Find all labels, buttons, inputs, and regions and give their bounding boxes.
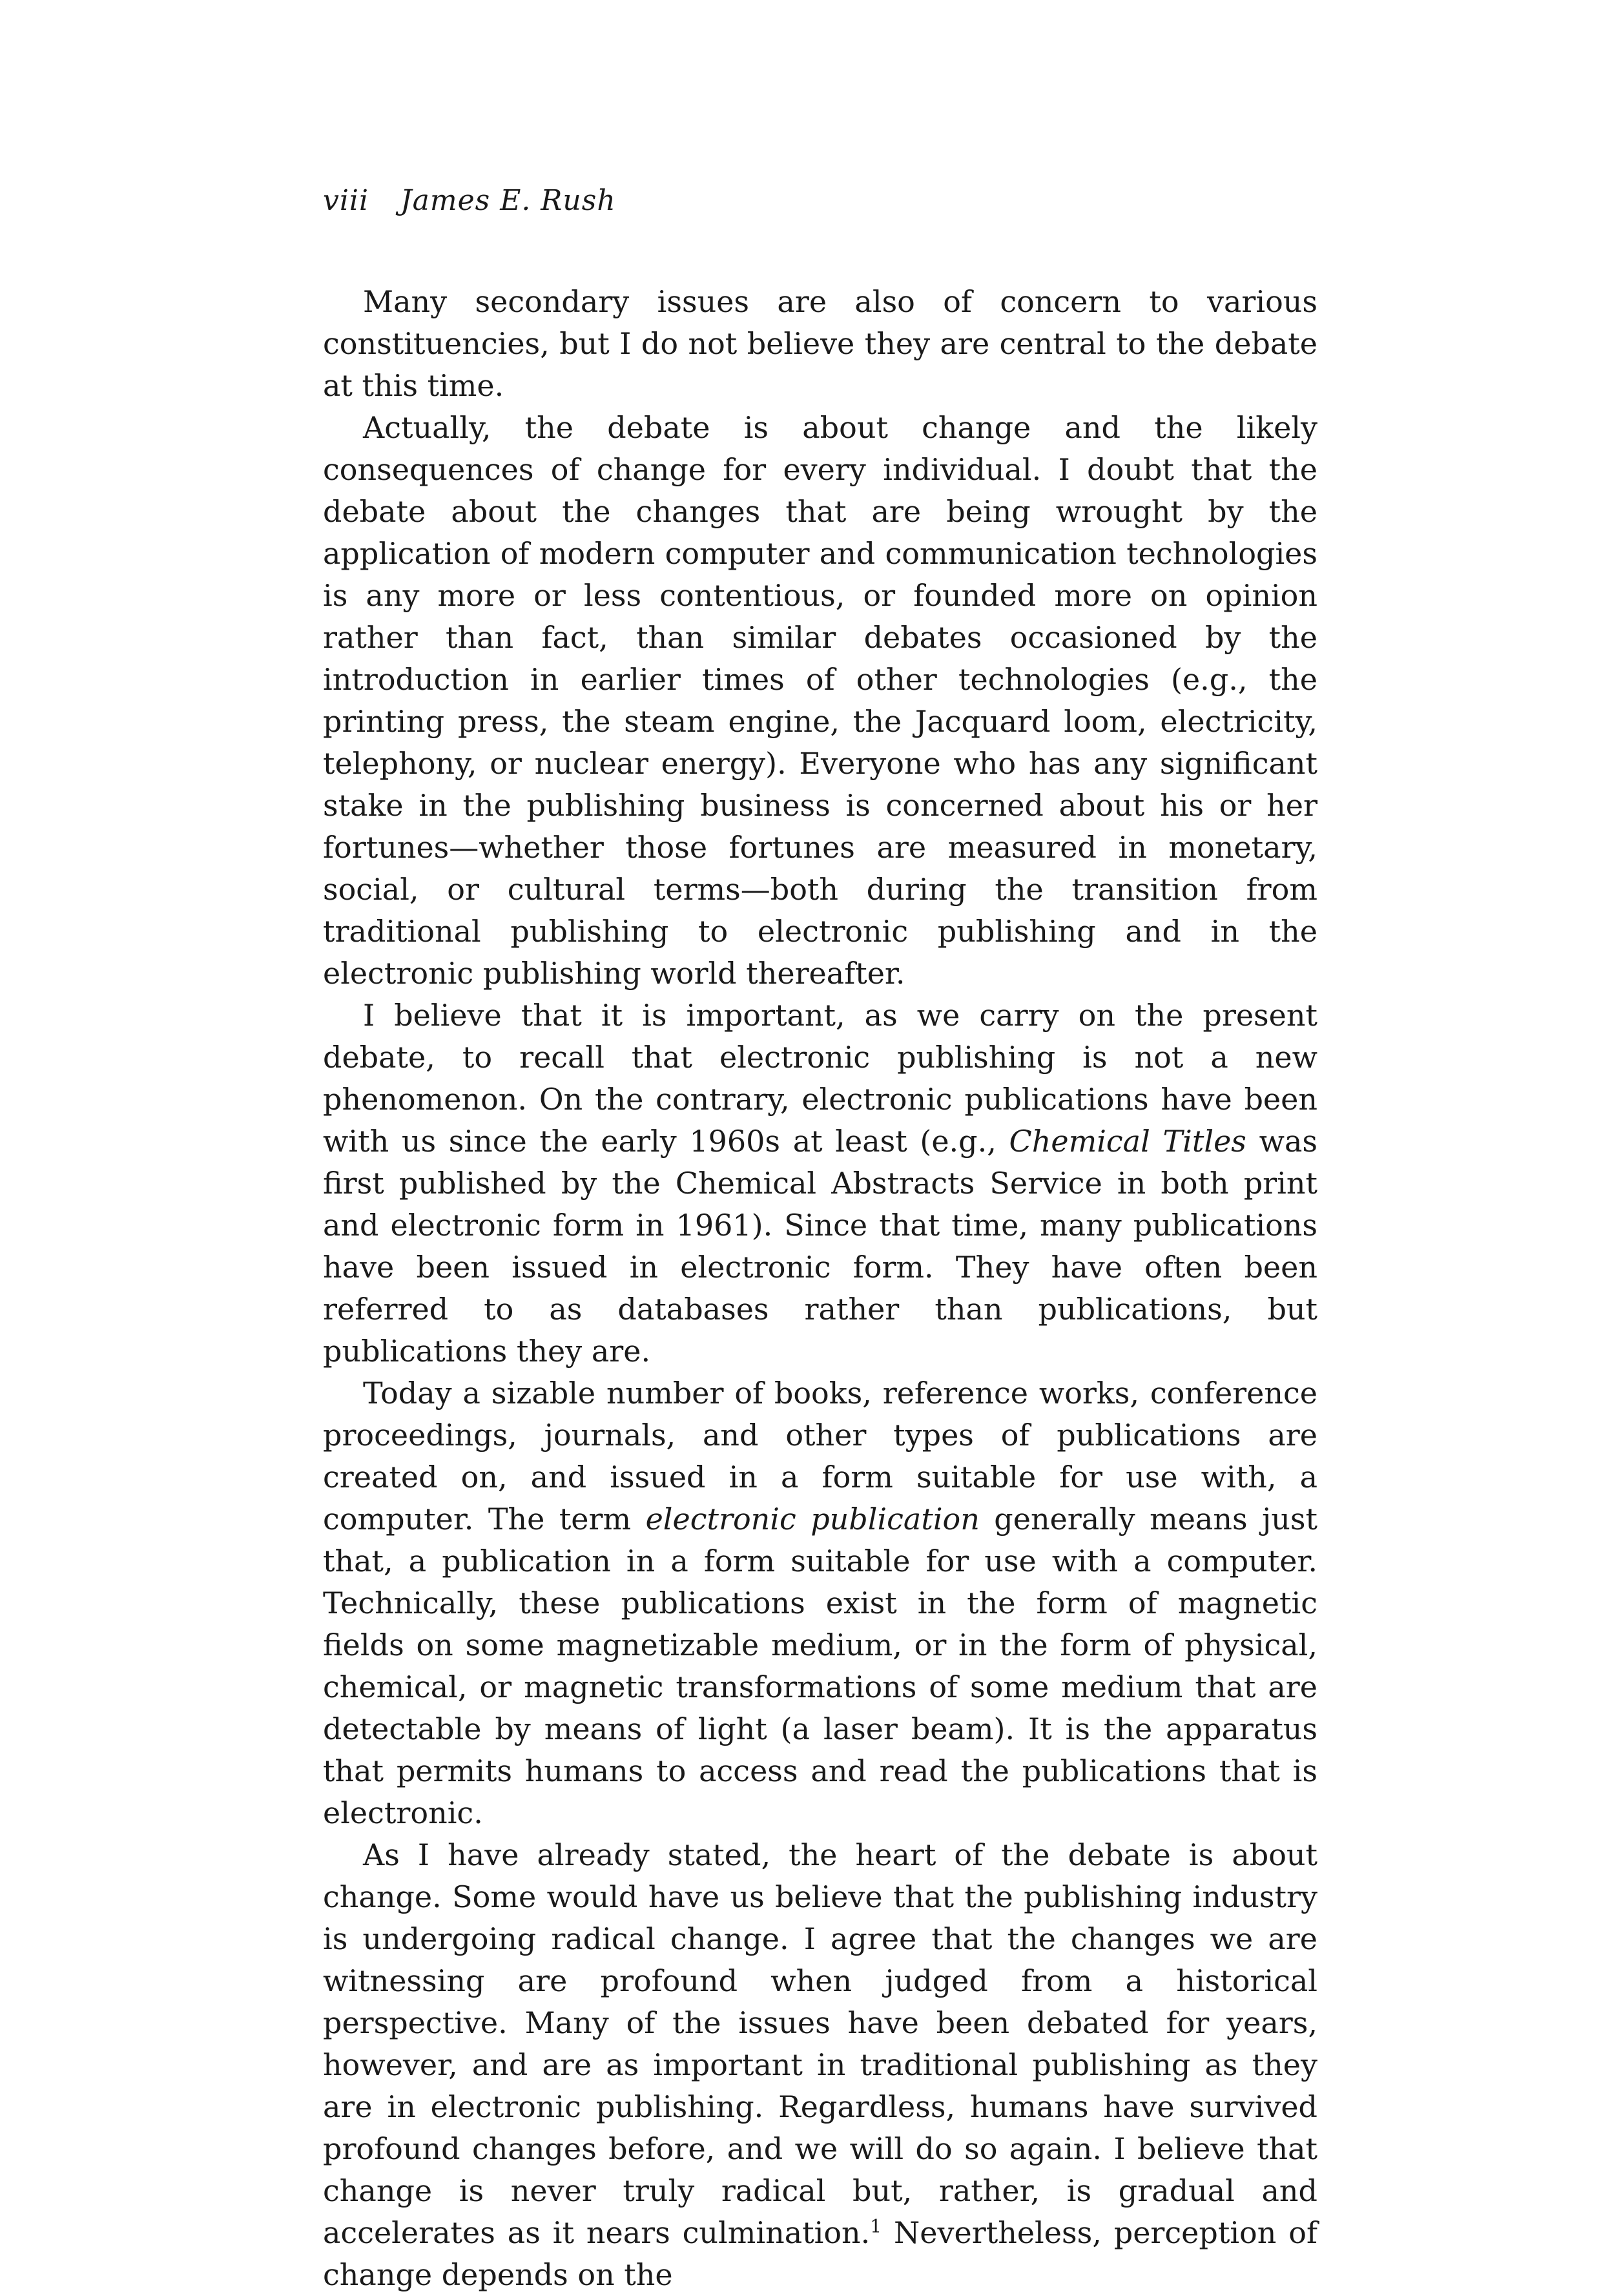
paragraph-1 xyxy=(323,281,1317,407)
paragraph-4-text-a: Today a sizable number of books, reference works, conference proceedings, journals, and other types of publications are created on, and issued in a form suitable for use with, a computer. The term xyxy=(323,1376,1317,1536)
footnote-marker: 1 xyxy=(870,2215,882,2237)
paragraph-4 xyxy=(323,1372,1317,1834)
paragraph-3-text-a: I believe that it is important, as we carry on the present debate, to recall that electronic publishing is not a new phenomenon. On the contrary, electronic publications have been with us since the early 1960s at least (e.g., xyxy=(323,998,1317,1159)
paragraph-3 xyxy=(323,995,1317,1372)
paragraph-2 xyxy=(323,407,1317,995)
paragraph-4-text-b: generally means just that, a publication in a form suitable for use with a computer. Technically, these publications exist in the form of magnetic fields on some magnetizable medium, or in the form of physical, chemical, or magnetic transformations of some medium that are detectable by means of light (a laser beam). It is the apparatus that permits humans to access and read the publications that is electronic. xyxy=(323,1502,1317,1830)
paragraph-2-text: Actually, the debate is about change and the likely consequences of change for every individual. I doubt that the debate about the changes that are being wrought by the application of modern computer and communication technologies is any more or less contentious, or founded more on opinion rather than fact, than similar debates occasioned by the introduction in earlier times of other technologies (e.g., the printing press, the steam engine, the Jacquard loom, electricity, telephony, or nuclear energy). Everyone who has any significant stake in the publishing business is concerned about his or her fortunes—whether those fortunes are measured in monetary, social, or cultural terms—both during the transition from traditional publishing to electronic publishing and in the electronic publishing world thereafter. xyxy=(323,410,1317,991)
paragraph-1-text: Many secondary issues are also of concern to various constituencies, but I do not believe they are central to the debate at this time. xyxy=(323,284,1317,403)
paragraph-5-text-a: As I have already stated, the heart of the debate is about change. Some would have us believe that the publishing industry is undergoing radical change. I agree that the changes we are witnessing are profound when judged from a historical perspective. Many of the issues have been debated for years, however, and are as important in traditional publishing as they are in electronic publishing. Regardless, humans have survived profound changes before, and we will do so again. I believe that change is never truly radical but, rather, is gradual and accelerates as it nears culmination. xyxy=(323,1837,1317,2250)
running-head-author: James E. Rush xyxy=(400,184,616,217)
paragraph-5 xyxy=(323,1834,1317,2296)
page-number: viii xyxy=(323,184,369,217)
paragraph-5-text-b: Nevertheless, perception of change depends on the xyxy=(323,2215,1318,2292)
body-text xyxy=(323,281,1317,2296)
running-head xyxy=(323,184,616,217)
paragraph-3-text-b: was first published by the Chemical Abstracts Service in both print and electronic form in 1961). Since that time, many publications have been issued in electronic form. They have often been referred to as databases rather than publications, but publications they are. xyxy=(323,1124,1317,1369)
paragraph-4-italic-term: electronic publication xyxy=(645,1502,980,1536)
paragraph-3-italic-title: Chemical Titles xyxy=(1009,1124,1246,1159)
